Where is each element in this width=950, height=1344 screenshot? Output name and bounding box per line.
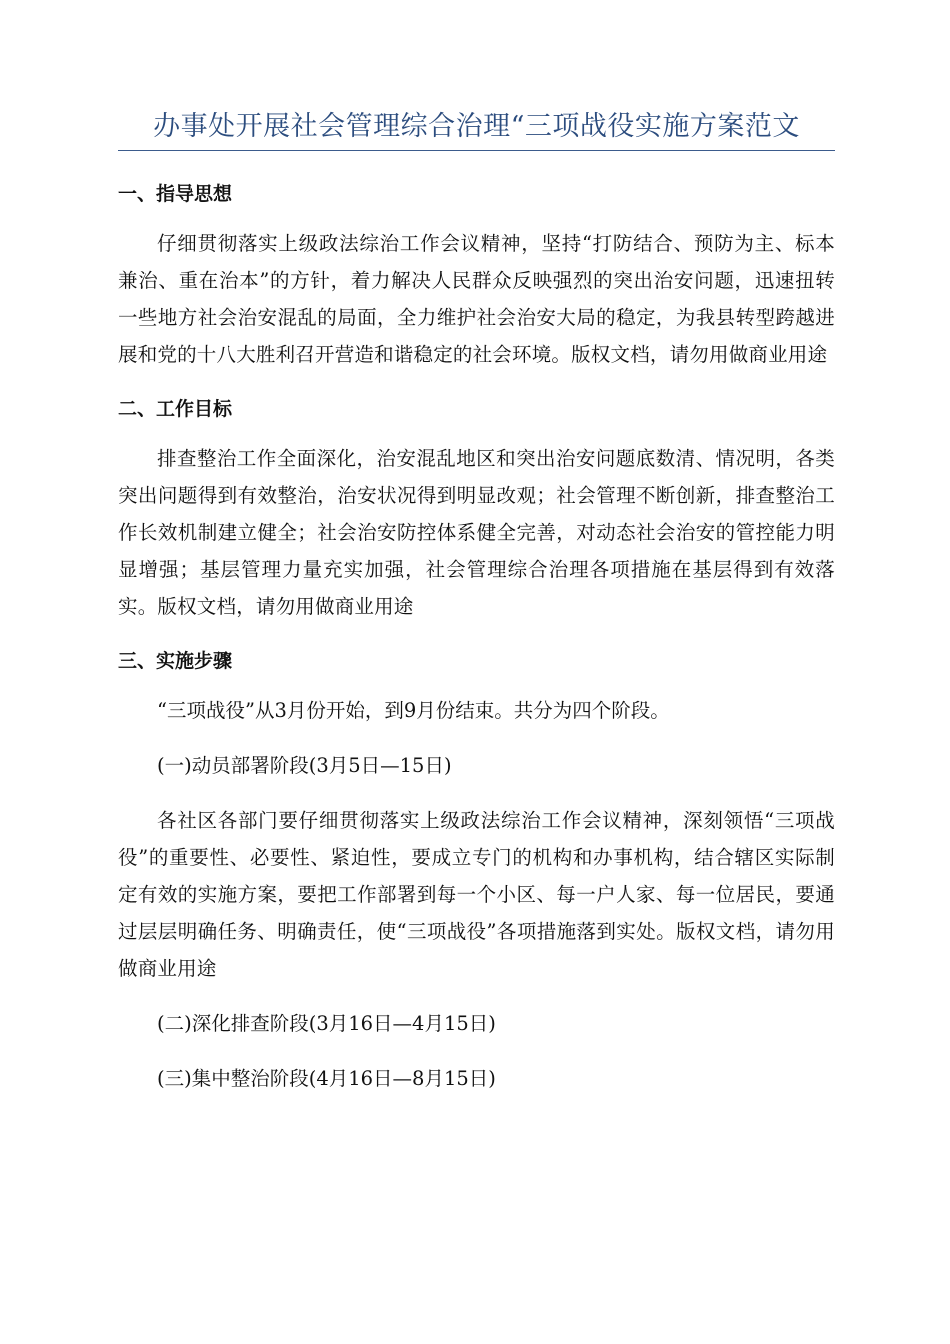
stage-one-text: 各社区各部门要仔细贯彻落实上级政法综治工作会议精神，深刻领悟“三项战役”的重要性、必要性、紧迫性，要成立专门的机构和办事机构，结合辖区实际制定有效的实施方案，要把工作部署到每一个小区、每一户人家、每一位居民，要通过层层明确任务、明确责任，使“三项战役”各项措施落到实处。版权文档，请勿用做商业用途 — [118, 809, 835, 980]
steps-intro: “三项战役”从3月份开始，到9月份结束。共分为四个阶段。 — [157, 699, 670, 722]
section-heading-work-goals: 二、工作目标 — [118, 398, 233, 420]
stage-three-title: (三)集中整治阶段(4月16日—8月15日) — [157, 1067, 496, 1090]
section-heading-guiding-thought: 一、指导思想 — [118, 183, 233, 205]
section-heading-implementation-steps: 三、实施步骤 — [118, 650, 233, 672]
stage-two-title: (二)深化排查阶段(3月16日—4月15日) — [157, 1012, 496, 1035]
section-paragraph-work-goals: 排查整治工作全面深化，治安混乱地区和突出治安问题底数清、情况明，各类突出问题得到有效整治，治安状况得到明显改观；社会管理不断创新，排查整治工作长效机制建立健全；社会治安防控体系健全完善，对动态社会治安的管控能力明显增强；基层管理力量充实加强，社会管理综合治理各项措施在基层得到有效落实。版权文档，请勿用做商业用途 — [118, 447, 835, 618]
stage-one-title: (一)动员部署阶段(3月5日—15日) — [157, 754, 452, 777]
title-block — [118, 108, 835, 151]
page-title: 办事处开展社会管理综合治理“三项战役实施方案范文 — [153, 111, 800, 142]
section-paragraph-guiding-thought: 仔细贯彻落实上级政法综治工作会议精神，坚持“打防结合、预防为主、标本兼治、重在治本”的方针，着力解决人民群众反映强烈的突出治安问题，迅速扭转一些地方社会治安混乱的局面，全力维护社会治安大局的稳定，为我县转型跨越进展和党的十八大胜利召开营造和谐稳定的社会环境。版权文档，请勿用做商业用途 — [118, 232, 835, 366]
document-body — [118, 178, 835, 1097]
